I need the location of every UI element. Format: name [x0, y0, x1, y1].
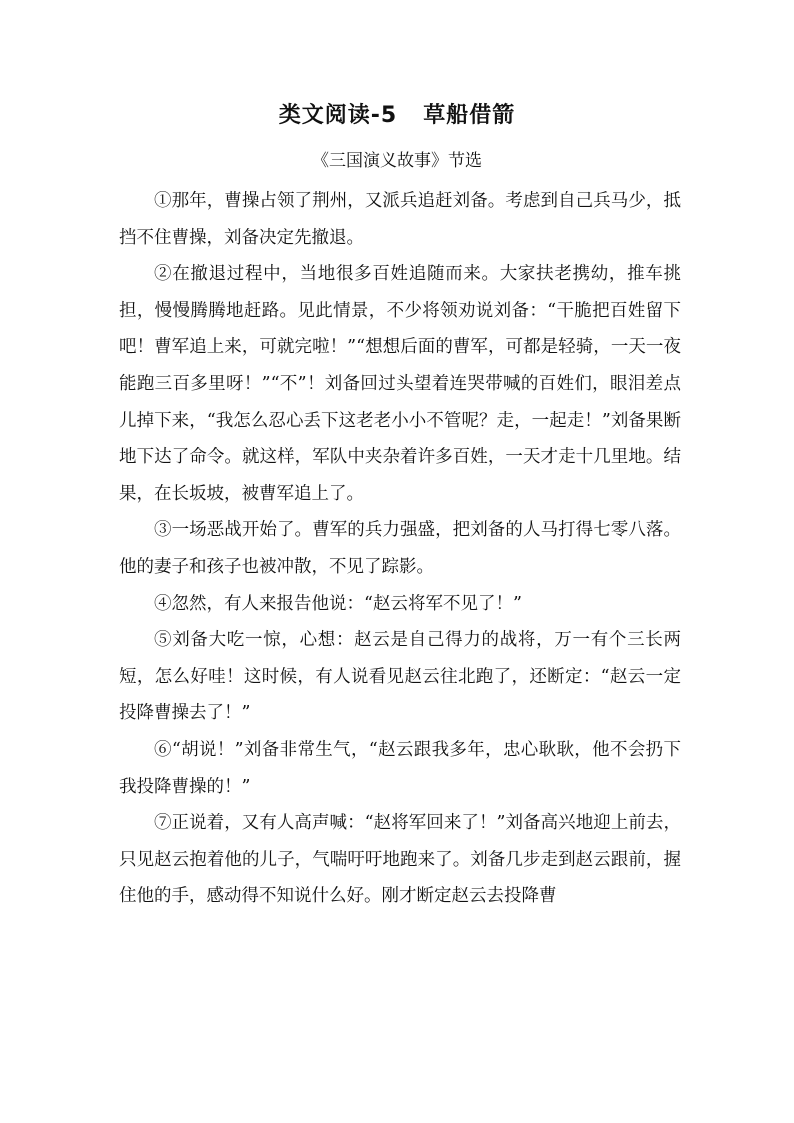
paragraph-6: ⑥“胡说！”刘备非常生气，“赵云跟我多年，忠心耿耿，他不会扔下我投降曹操的！” [119, 739, 681, 797]
paragraph-7: ⑦正说着，又有人高声喊：“赵将军回来了！”刘备高兴地迎上前去，只见赵云抱着他的儿子，气喘吁吁地跑来了。刘备几步走到赵云跟前，握住他的手，感动得不知说什么好。刚才断定赵云去投降曹 [119, 813, 681, 907]
document-subtitle: 《三国演义故事》节选 [312, 151, 482, 171]
paragraph-1: ①那年，曹操占领了荆州，又派兵追赶刘备。考虑到自己兵马少，抵挡不住曹操，刘备决定先撤退。 [119, 191, 681, 248]
article-body [119, 183, 681, 915]
paragraph-4: ④忽然，有人来报告他说：“赵云将军不见了！” [154, 593, 522, 614]
paragraph-3: ③一场恶战开始了。曹军的兵力强盛，把刘备的人马打得七零八落。他的妻子和孩子也被冲散，不见了踪影。 [119, 520, 681, 577]
paragraph-2: ②在撤退过程中，当地很多百姓追随而来。大家扶老携幼，推车挑担，慢慢腾腾地赶路。见此情景，不少将领劝说刘备：“干脆把百姓留下吧！曹军追上来，可就完啦！”“想想后面的曹军，可都是轻骑，一天一夜能跑三百多里呀！”“不”！刘备回过头望着连哭带喊的百姓们，眼泪差点儿掉下来，“我怎么忍心丢下这老老小小不管呢？走，一起走！”刘备果断地下达了命令。就这样，军队中夹杂着许多百姓，一天才走十几里地。结果，在长坂坡，被曹军追上了。 [119, 264, 681, 504]
document-title: 类文阅读-5 草船借箭 [278, 103, 516, 128]
paragraph-5: ⑤刘备大吃一惊，心想：赵云是自己得力的战将，万一有个三长两短，怎么好哇！这时候，有人说看见赵云往北跑了，还断定：“赵云一定投降曹操去了！” [119, 630, 681, 724]
